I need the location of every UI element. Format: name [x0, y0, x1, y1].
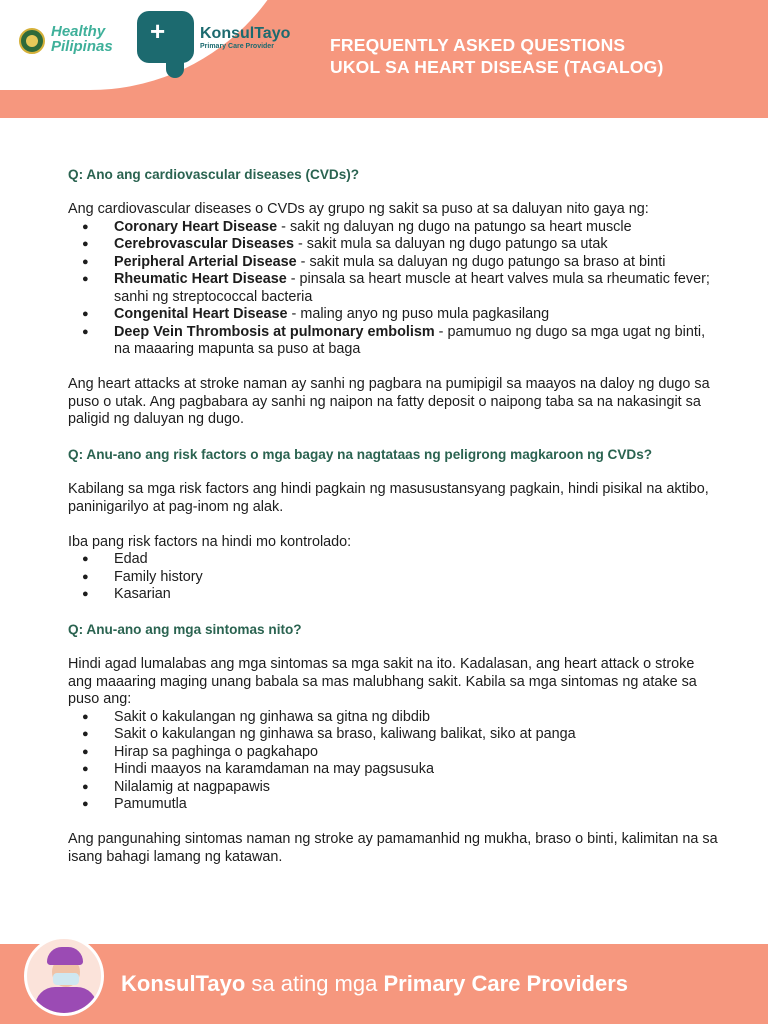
page-header: [0, 0, 768, 118]
header-title-line2: UKOL SA HEART DISEASE (TAGALOG): [330, 57, 664, 77]
footer-end: Primary Care Providers: [383, 971, 629, 996]
list-item: ● Pamumutla: [68, 796, 718, 814]
question-2: Q: Anu-ano ang risk factors o mga bagay na nagtataas ng peligrong magkaroon ng CVDs?: [68, 447, 653, 462]
list-item: ● Rheumatic Heart Disease - pinsala sa heart muscle at heart valves mula sa rheumatic fever; sanhi ng streptococcal bacteria: [68, 271, 718, 306]
konsultayo-logo-icon: [137, 11, 194, 63]
list-item: ● Congenital Heart Disease - maling anyo ng puso mula pagkasilang: [68, 306, 718, 324]
question-1: Q: Ano ang cardiovascular diseases (CVDs)?: [68, 167, 360, 182]
list-item: ● Kasarian: [68, 586, 718, 604]
list-item: ● Hindi maayos na karamdaman na may pagsusuka: [68, 761, 718, 779]
healthy-pilipinas-logo: Healthy Pilipinas: [51, 23, 113, 55]
list-item: ● Deep Vein Thrombosis at pulmonary embolism - pamumuo ng dugo sa mga ugat ng binti, na maaaring mapunta sa puso at baga: [68, 324, 718, 359]
footer-brand: KonsulTayo: [121, 971, 246, 996]
doh-seal-icon: [19, 28, 45, 54]
answer-2-intro: Kabilang sa mga risk factors ang hindi pagkain ng masusustansyang pagkain, hindi pisikal na aktibo, paninigarilyo at pag-inom ng alak.: [68, 481, 709, 515]
doctor-avatar-icon: [24, 936, 104, 1016]
plus-icon: +: [150, 16, 166, 46]
footer-slogan: [121, 970, 628, 998]
cvd-list: [68, 219, 718, 359]
list-item: ● Sakit o kakulangan ng ginhawa sa gitna ng dibdib: [68, 709, 718, 727]
header-title-line1: FREQUENTLY ASKED QUESTIONS: [330, 35, 626, 55]
list-item: ● Edad: [68, 551, 718, 569]
list-item: ● Cerebrovascular Diseases - sakit mula sa daluyan ng dugo patungo sa utak: [68, 236, 718, 254]
footer-middle: sa ating mga: [245, 971, 384, 996]
list-item: ● Coronary Heart Disease - sakit ng daluyan ng dugo na patungo sa heart muscle: [68, 219, 718, 237]
konsultayo-logo-tail: [166, 58, 184, 78]
list-item: ● Nilalamig at nagpapawis: [68, 779, 718, 797]
answer-3-outro: Ang pangunahing sintomas naman ng stroke ay pamamanhid ng mukha, braso o binti, kalimitan na sa isang bahagi lamang ng katawan.: [68, 831, 718, 865]
faq-content: [68, 166, 718, 866]
answer-1-intro: Ang cardiovascular diseases o CVDs ay grupo ng sakit sa puso at sa daluyan nito gaya ng:: [68, 201, 649, 217]
konsultayo-logo-text: KonsulTayo: [200, 25, 291, 42]
header-title: [330, 34, 664, 78]
answer-1-outro: Ang heart attacks at stroke naman ay sanhi ng pagbara na pumipigil sa maayos na daloy ng dugo sa puso o utak. Ang pagbabara ay sanhi ng naipon na fatty deposit o naipong taba sa na nakasingit sa paligid ng daluyan ng dugo.: [68, 376, 710, 427]
answer-2-intro2: Iba pang risk factors na hindi mo kontrolado:: [68, 533, 352, 550]
list-item: ● Peripheral Arterial Disease - sakit mula sa daluyan ng dugo patungo sa braso at binti: [68, 254, 718, 272]
symptom-list: [68, 709, 718, 814]
answer-3-intro: Hindi agad lumalabas ang mga sintomas sa mga sakit na ito. Kadalasan, ang heart attack o stroke ang maaaring maging unang babala sa mas malubhang sakit. Kabila sa mga sintomas ng atake sa puso ang:: [68, 656, 697, 707]
list-item: ● Sakit o kakulangan ng ginhawa sa braso, kaliwang balikat, siko at panga: [68, 726, 718, 744]
list-item: ● Hirap sa paghinga o pagkahapo: [68, 744, 718, 762]
list-item: ● Family history: [68, 569, 718, 587]
question-3: Q: Anu-ano ang mga sintomas nito?: [68, 622, 302, 637]
konsultayo-tagline: Primary Care Provider: [200, 43, 274, 50]
risk-factor-list: [68, 551, 718, 604]
